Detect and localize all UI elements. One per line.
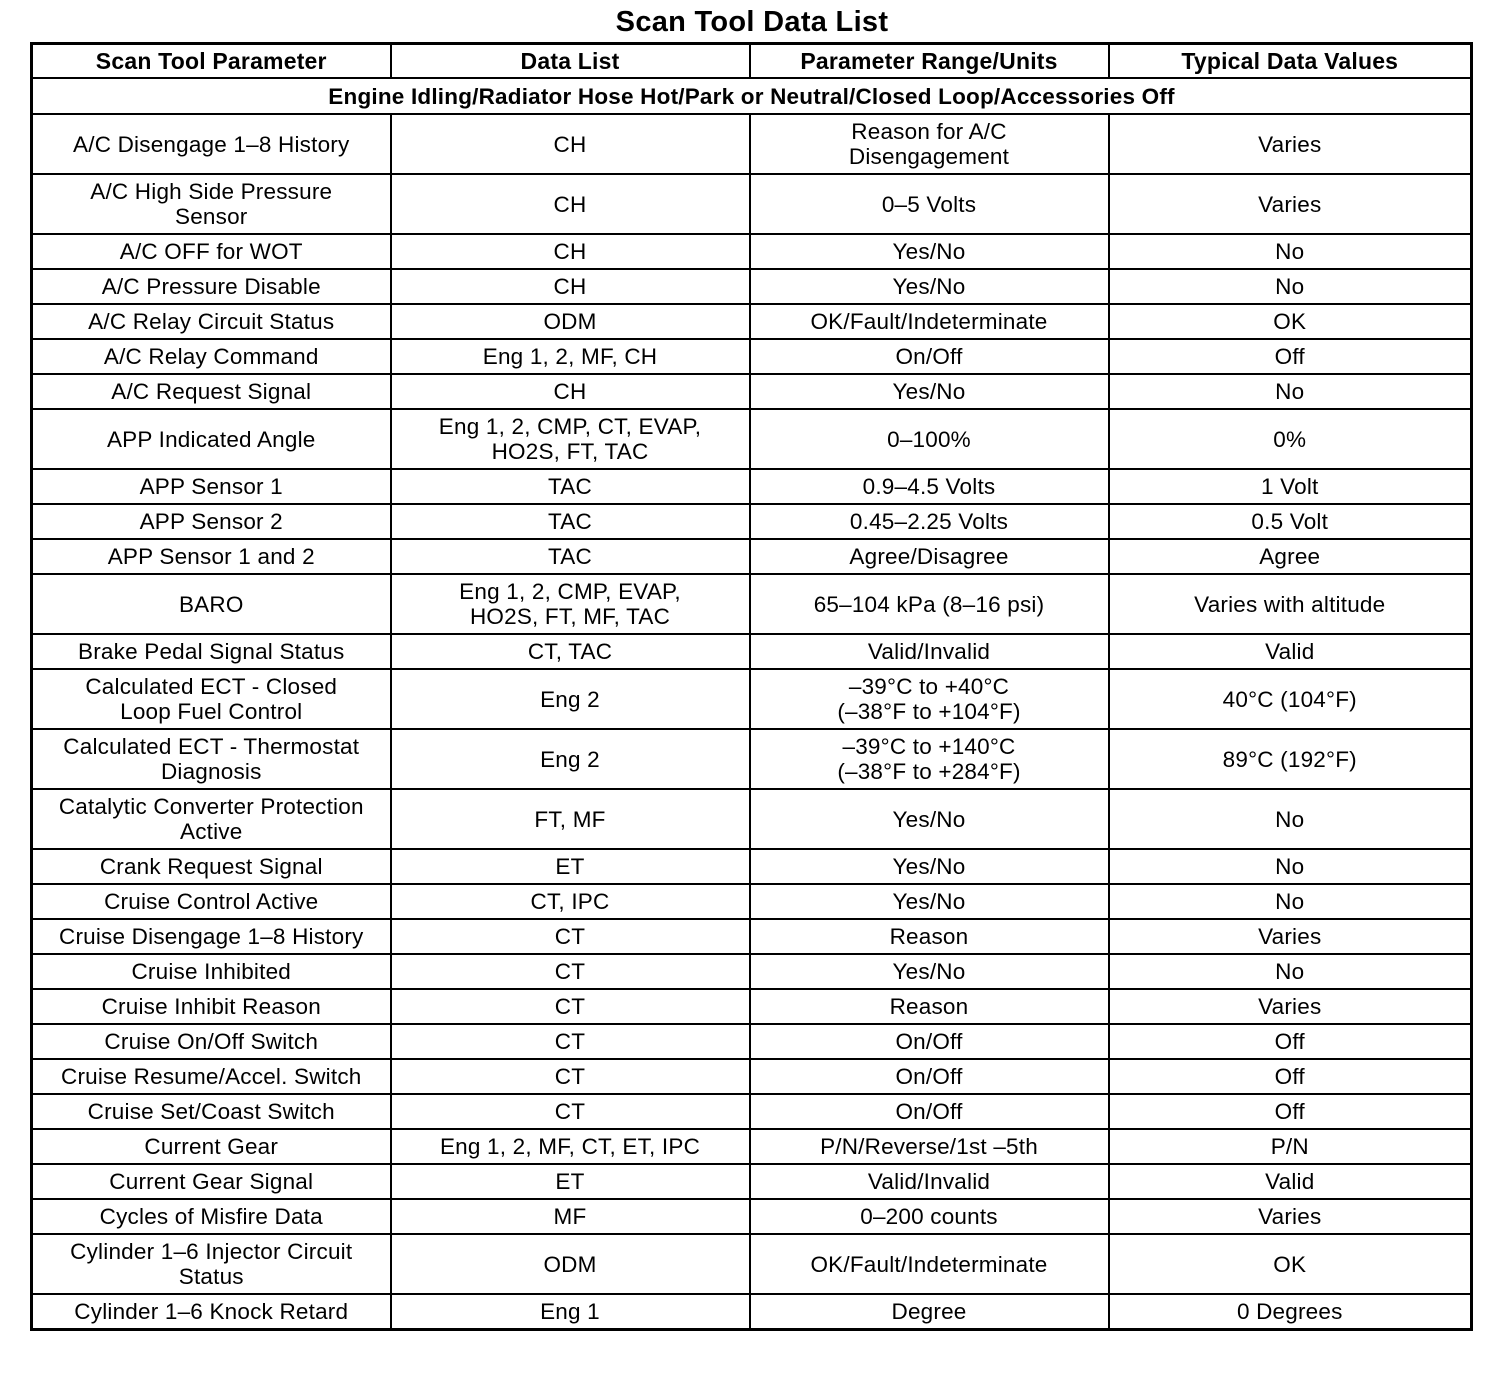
cell-data-list-line: CH bbox=[553, 131, 587, 157]
cell-data-list-line: CT bbox=[554, 1099, 586, 1124]
cell-range-units-line: Yes/No bbox=[892, 889, 966, 914]
cell-parameter-line: Brake Pedal Signal Status bbox=[78, 639, 345, 664]
cell-data-list-line: CT, IPC bbox=[530, 889, 610, 914]
table-row bbox=[32, 1199, 1472, 1234]
cell-range-units-line: Yes/No bbox=[892, 239, 966, 264]
cell-parameter bbox=[32, 1164, 391, 1199]
cell-parameter-line: Cruise Disengage 1–8 History bbox=[59, 924, 364, 949]
cell-parameter-line: Cruise Control Active bbox=[104, 889, 319, 914]
table-row bbox=[32, 1164, 1472, 1199]
cell-data-list-line: MF bbox=[553, 1204, 587, 1229]
cell-range-units bbox=[750, 1294, 1109, 1330]
table-row bbox=[32, 1094, 1472, 1129]
cell-typical-value bbox=[1109, 1129, 1472, 1164]
cell-range-units bbox=[750, 304, 1109, 339]
cell-range-units bbox=[750, 1024, 1109, 1059]
cell-typical-value bbox=[1109, 1094, 1472, 1129]
cell-parameter-line: Diagnosis bbox=[160, 759, 262, 784]
cell-data-list bbox=[391, 954, 750, 989]
cell-data-list-line: ODM bbox=[543, 309, 597, 334]
cell-data-list-line: CT bbox=[554, 994, 586, 1019]
cell-typical-value-line: Varies bbox=[1258, 131, 1322, 157]
cell-typical-value-line: No bbox=[1275, 854, 1305, 879]
cell-typical-value-line: No bbox=[1275, 959, 1305, 984]
column-header-range-units: Parameter Range/Units bbox=[750, 44, 1109, 79]
table-row bbox=[32, 1294, 1472, 1330]
cell-range-units bbox=[750, 989, 1109, 1024]
cell-range-units bbox=[750, 114, 1109, 174]
cell-range-units bbox=[750, 729, 1109, 789]
cell-parameter-line: Cylinder 1–6 Injector Circuit bbox=[70, 1239, 353, 1264]
cell-parameter-line: A/C Relay Command bbox=[103, 344, 319, 369]
cell-parameter-line: Calculated ECT - Thermostat bbox=[63, 734, 360, 759]
cell-data-list bbox=[391, 304, 750, 339]
cell-parameter-line: Catalytic Converter Protection bbox=[58, 794, 364, 819]
cell-typical-value bbox=[1109, 114, 1472, 174]
cell-typical-value bbox=[1109, 409, 1472, 469]
cell-range-units-line: Yes/No bbox=[892, 274, 966, 299]
cell-range-units-line: Valid/Invalid bbox=[867, 1169, 991, 1194]
cell-parameter-line: A/C Relay Circuit Status bbox=[88, 309, 335, 334]
cell-data-list bbox=[391, 849, 750, 884]
cell-data-list bbox=[391, 1199, 750, 1234]
cell-parameter-line: APP Sensor 1 and 2 bbox=[107, 544, 315, 569]
column-header-parameter: Scan Tool Parameter bbox=[32, 44, 391, 79]
cell-data-list bbox=[391, 269, 750, 304]
cell-data-list bbox=[391, 919, 750, 954]
cell-range-units-line: On/Off bbox=[895, 1064, 963, 1089]
cell-data-list-line: FT, MF bbox=[534, 806, 606, 832]
cell-typical-value bbox=[1109, 174, 1472, 234]
table-row bbox=[32, 304, 1472, 339]
cell-typical-value-line: Varies bbox=[1258, 191, 1322, 217]
cell-data-list-line: Eng 2 bbox=[540, 686, 600, 712]
cell-data-list-line: CH bbox=[553, 191, 587, 217]
table-row bbox=[32, 339, 1472, 374]
table-row bbox=[32, 1024, 1472, 1059]
cell-typical-value bbox=[1109, 234, 1472, 269]
cell-data-list bbox=[391, 574, 750, 634]
cell-typical-value bbox=[1109, 1294, 1472, 1330]
cell-parameter bbox=[32, 919, 391, 954]
table-row bbox=[32, 269, 1472, 304]
cell-range-units-line: 0–200 counts bbox=[860, 1204, 998, 1229]
cell-range-units bbox=[750, 409, 1109, 469]
cell-range-units-line: Reason for A/C bbox=[851, 119, 1007, 144]
cell-range-units-line: –39°C to +140°C bbox=[842, 734, 1016, 759]
cell-data-list-line: Eng 1, 2, MF, CH bbox=[482, 344, 658, 369]
cell-data-list-line: HO2S, FT, TAC bbox=[491, 439, 649, 464]
cell-range-units bbox=[750, 634, 1109, 669]
cell-typical-value bbox=[1109, 304, 1472, 339]
cell-range-units bbox=[750, 1094, 1109, 1129]
cell-range-units-line: 65–104 kPa (8–16 psi) bbox=[813, 591, 1045, 617]
cell-typical-value-line: Varies bbox=[1258, 994, 1322, 1019]
cell-parameter-line: Cruise Inhibited bbox=[131, 959, 292, 984]
cell-data-list bbox=[391, 634, 750, 669]
cell-parameter-line: APP Indicated Angle bbox=[106, 426, 316, 452]
table-row bbox=[32, 919, 1472, 954]
cell-range-units bbox=[750, 789, 1109, 849]
table-row bbox=[32, 634, 1472, 669]
cell-typical-value bbox=[1109, 469, 1472, 504]
cell-typical-value bbox=[1109, 374, 1472, 409]
cell-typical-value bbox=[1109, 1024, 1472, 1059]
cell-parameter-line: Current Gear bbox=[144, 1134, 279, 1159]
cell-parameter-line: A/C OFF for WOT bbox=[119, 239, 303, 264]
cell-typical-value-line: No bbox=[1275, 379, 1305, 404]
cell-typical-value bbox=[1109, 339, 1472, 374]
cell-parameter bbox=[32, 989, 391, 1024]
cell-range-units bbox=[750, 1059, 1109, 1094]
cell-range-units-line: OK/Fault/Indeterminate bbox=[810, 1251, 1048, 1277]
cell-typical-value-line: Agree bbox=[1259, 544, 1321, 569]
cell-parameter bbox=[32, 1129, 391, 1164]
cell-typical-value bbox=[1109, 504, 1472, 539]
cell-typical-value bbox=[1109, 1059, 1472, 1094]
column-header-data-list: Data List bbox=[391, 44, 750, 79]
cell-data-list bbox=[391, 884, 750, 919]
table-row bbox=[32, 669, 1472, 729]
cell-data-list-line: ET bbox=[555, 1169, 585, 1194]
cell-typical-value-line: Off bbox=[1274, 1029, 1305, 1054]
cell-data-list-line: TAC bbox=[548, 474, 592, 499]
cell-typical-value bbox=[1109, 539, 1472, 574]
cell-parameter-line: Cruise Set/Coast Switch bbox=[87, 1099, 335, 1124]
cell-data-list-line: Eng 1, 2, MF, CT, ET, IPC bbox=[439, 1134, 701, 1159]
table-row bbox=[32, 884, 1472, 919]
cell-parameter-line: Sensor bbox=[175, 204, 248, 229]
cell-typical-value-line: No bbox=[1275, 239, 1305, 264]
table-row bbox=[32, 409, 1472, 469]
cell-data-list bbox=[391, 1024, 750, 1059]
table-body bbox=[32, 78, 1472, 1330]
cell-range-units-line: Degree bbox=[891, 1299, 967, 1324]
cell-parameter-line: BARO bbox=[178, 591, 244, 617]
cell-data-list bbox=[391, 989, 750, 1024]
cell-data-list bbox=[391, 539, 750, 574]
cell-parameter bbox=[32, 409, 391, 469]
cell-parameter-line: A/C Pressure Disable bbox=[101, 274, 321, 299]
cell-typical-value-line: 0% bbox=[1273, 426, 1307, 452]
cell-typical-value-line: 89°C (192°F) bbox=[1222, 746, 1357, 772]
table-row bbox=[32, 1059, 1472, 1094]
cell-typical-value-line: Valid bbox=[1265, 1169, 1315, 1194]
cell-data-list bbox=[391, 1294, 750, 1330]
cell-data-list bbox=[391, 669, 750, 729]
cell-range-units bbox=[750, 374, 1109, 409]
cell-data-list-line: ET bbox=[555, 854, 585, 879]
cell-typical-value bbox=[1109, 1199, 1472, 1234]
cell-typical-value-line: 0.5 Volt bbox=[1251, 509, 1329, 534]
cell-data-list-line: ODM bbox=[543, 1251, 597, 1277]
cell-parameter-line: Cruise On/Off Switch bbox=[104, 1029, 319, 1054]
cell-parameter bbox=[32, 174, 391, 234]
cell-range-units bbox=[750, 669, 1109, 729]
cell-range-units bbox=[750, 849, 1109, 884]
cell-parameter-line: Loop Fuel Control bbox=[120, 699, 303, 724]
cell-range-units bbox=[750, 919, 1109, 954]
cell-data-list bbox=[391, 1129, 750, 1164]
cell-data-list bbox=[391, 469, 750, 504]
cell-typical-value-line: OK bbox=[1273, 1251, 1307, 1277]
table-row bbox=[32, 174, 1472, 234]
cell-range-units-line: OK/Fault/Indeterminate bbox=[810, 309, 1048, 334]
table-row bbox=[32, 574, 1472, 634]
cell-parameter bbox=[32, 374, 391, 409]
cell-parameter-line: Calculated ECT - Closed bbox=[85, 674, 338, 699]
cell-typical-value bbox=[1109, 574, 1472, 634]
cell-typical-value bbox=[1109, 634, 1472, 669]
cell-parameter bbox=[32, 1234, 391, 1294]
section-row bbox=[32, 78, 1472, 114]
cell-range-units bbox=[750, 539, 1109, 574]
cell-parameter bbox=[32, 954, 391, 989]
table-row bbox=[32, 729, 1472, 789]
cell-typical-value-line: No bbox=[1275, 806, 1305, 832]
cell-typical-value bbox=[1109, 884, 1472, 919]
cell-parameter bbox=[32, 574, 391, 634]
cell-data-list-line: CH bbox=[553, 379, 587, 404]
table-row bbox=[32, 849, 1472, 884]
cell-range-units bbox=[750, 174, 1109, 234]
cell-range-units bbox=[750, 339, 1109, 374]
cell-parameter bbox=[32, 234, 391, 269]
cell-range-units-line: On/Off bbox=[895, 1029, 963, 1054]
cell-typical-value-line: Varies bbox=[1258, 1204, 1322, 1229]
cell-range-units-line: Disengagement bbox=[848, 144, 1010, 169]
cell-typical-value-line: 0 Degrees bbox=[1236, 1299, 1343, 1324]
cell-range-units-line: On/Off bbox=[895, 1099, 963, 1124]
cell-range-units-line: Yes/No bbox=[892, 959, 966, 984]
cell-typical-value-line: Varies bbox=[1258, 924, 1322, 949]
cell-parameter bbox=[32, 339, 391, 374]
cell-parameter bbox=[32, 1199, 391, 1234]
cell-typical-value bbox=[1109, 789, 1472, 849]
cell-typical-value-line: Valid bbox=[1265, 639, 1315, 664]
table-row bbox=[32, 114, 1472, 174]
cell-data-list bbox=[391, 114, 750, 174]
cell-data-list bbox=[391, 504, 750, 539]
table-row bbox=[32, 234, 1472, 269]
cell-data-list bbox=[391, 1234, 750, 1294]
cell-parameter-line: Cycles of Misfire Data bbox=[99, 1204, 323, 1229]
cell-typical-value bbox=[1109, 1234, 1472, 1294]
cell-range-units-line: 0.45–2.25 Volts bbox=[849, 509, 1009, 534]
cell-parameter bbox=[32, 539, 391, 574]
cell-typical-value bbox=[1109, 669, 1472, 729]
column-header-typical-values: Typical Data Values bbox=[1109, 44, 1472, 79]
table-row bbox=[32, 789, 1472, 849]
cell-data-list-line: Eng 1 bbox=[540, 1299, 600, 1324]
cell-data-list-line: Eng 1, 2, CMP, CT, EVAP, bbox=[438, 414, 702, 439]
cell-data-list bbox=[391, 234, 750, 269]
table-row bbox=[32, 504, 1472, 539]
cell-data-list-line: CT bbox=[554, 959, 586, 984]
cell-range-units bbox=[750, 884, 1109, 919]
cell-range-units bbox=[750, 574, 1109, 634]
cell-data-list-line: CT, TAC bbox=[527, 639, 613, 664]
cell-parameter-line: Cylinder 1–6 Knock Retard bbox=[74, 1299, 349, 1324]
cell-range-units bbox=[750, 1164, 1109, 1199]
cell-parameter bbox=[32, 669, 391, 729]
table-row bbox=[32, 469, 1472, 504]
cell-typical-value bbox=[1109, 919, 1472, 954]
cell-range-units bbox=[750, 1129, 1109, 1164]
cell-typical-value bbox=[1109, 954, 1472, 989]
cell-parameter-line: A/C Request Signal bbox=[111, 379, 312, 404]
cell-parameter bbox=[32, 304, 391, 339]
cell-typical-value-line: Off bbox=[1274, 1064, 1305, 1089]
cell-parameter-line: Cruise Inhibit Reason bbox=[101, 994, 321, 1019]
cell-typical-value bbox=[1109, 269, 1472, 304]
cell-typical-value-line: OK bbox=[1273, 309, 1307, 334]
cell-parameter-line: Cruise Resume/Accel. Switch bbox=[61, 1064, 362, 1089]
cell-parameter bbox=[32, 634, 391, 669]
cell-typical-value-line: Varies with altitude bbox=[1194, 591, 1386, 617]
cell-typical-value-line: 40°C (104°F) bbox=[1222, 686, 1357, 712]
cell-range-units-line: 0.9–4.5 Volts bbox=[862, 474, 996, 499]
cell-parameter bbox=[32, 1024, 391, 1059]
cell-typical-value-line: 1 Volt bbox=[1261, 474, 1319, 499]
cell-parameter bbox=[32, 1059, 391, 1094]
cell-parameter bbox=[32, 1294, 391, 1330]
table-row bbox=[32, 954, 1472, 989]
cell-range-units-line: 0–100% bbox=[887, 426, 971, 452]
cell-parameter bbox=[32, 469, 391, 504]
cell-range-units-line: Reason bbox=[889, 994, 969, 1019]
cell-typical-value-line: Off bbox=[1274, 344, 1305, 369]
cell-range-units bbox=[750, 1234, 1109, 1294]
table-row bbox=[32, 539, 1472, 574]
cell-data-list-line: HO2S, FT, MF, TAC bbox=[469, 604, 671, 629]
cell-range-units bbox=[750, 1199, 1109, 1234]
cell-range-units-line: (–38°F to +104°F) bbox=[837, 699, 1021, 724]
cell-data-list-line: CH bbox=[553, 274, 587, 299]
table-row bbox=[32, 1234, 1472, 1294]
cell-data-list bbox=[391, 789, 750, 849]
cell-parameter-line: Crank Request Signal bbox=[99, 854, 323, 879]
cell-data-list-line: CT bbox=[554, 1029, 586, 1054]
cell-range-units-line: (–38°F to +284°F) bbox=[837, 759, 1021, 784]
page-title: Scan Tool Data List bbox=[615, 6, 889, 38]
cell-typical-value bbox=[1109, 849, 1472, 884]
cell-range-units bbox=[750, 954, 1109, 989]
cell-data-list-line: CH bbox=[553, 239, 587, 264]
cell-data-list-line: Eng 2 bbox=[540, 746, 600, 772]
cell-typical-value-line: P/N bbox=[1270, 1134, 1309, 1159]
cell-range-units bbox=[750, 469, 1109, 504]
cell-parameter-line: Active bbox=[180, 819, 243, 844]
cell-data-list bbox=[391, 409, 750, 469]
cell-parameter-line: APP Sensor 2 bbox=[139, 509, 283, 534]
cell-data-list-line: TAC bbox=[548, 509, 592, 534]
cell-parameter-line: A/C High Side Pressure bbox=[90, 179, 333, 204]
cell-data-list-line: TAC bbox=[548, 544, 592, 569]
cell-range-units-line: Yes/No bbox=[892, 854, 966, 879]
cell-parameter-line: A/C Disengage 1–8 History bbox=[73, 131, 350, 157]
cell-range-units-line: –39°C to +40°C bbox=[848, 674, 1010, 699]
cell-data-list bbox=[391, 1059, 750, 1094]
cell-range-units-line: P/N/Reverse/1st –5th bbox=[820, 1134, 1038, 1159]
cell-parameter bbox=[32, 1094, 391, 1129]
scan-tool-data-table bbox=[30, 42, 1473, 1331]
cell-parameter bbox=[32, 789, 391, 849]
cell-range-units bbox=[750, 234, 1109, 269]
cell-data-list bbox=[391, 1094, 750, 1129]
cell-range-units-line: 0–5 Volts bbox=[881, 191, 977, 217]
table-row bbox=[32, 989, 1472, 1024]
cell-range-units-line: Agree/Disagree bbox=[849, 544, 1009, 569]
cell-parameter-line: Current Gear Signal bbox=[109, 1169, 314, 1194]
cell-typical-value bbox=[1109, 729, 1472, 789]
cell-parameter bbox=[32, 269, 391, 304]
cell-data-list bbox=[391, 174, 750, 234]
header-row bbox=[32, 44, 1472, 79]
cell-typical-value bbox=[1109, 1164, 1472, 1199]
cell-data-list bbox=[391, 729, 750, 789]
table-row bbox=[32, 1129, 1472, 1164]
cell-data-list bbox=[391, 1164, 750, 1199]
cell-range-units bbox=[750, 504, 1109, 539]
cell-data-list-line: Eng 1, 2, CMP, EVAP, bbox=[459, 579, 681, 604]
cell-typical-value-line: Off bbox=[1274, 1099, 1305, 1124]
cell-parameter bbox=[32, 504, 391, 539]
section-heading: Engine Idling/Radiator Hose Hot/Park or Neutral/Closed Loop/Accessories Off bbox=[32, 78, 1472, 114]
cell-range-units bbox=[750, 269, 1109, 304]
cell-data-list bbox=[391, 374, 750, 409]
cell-typical-value bbox=[1109, 989, 1472, 1024]
cell-range-units-line: Reason bbox=[889, 924, 969, 949]
cell-typical-value-line: No bbox=[1275, 889, 1305, 914]
cell-range-units-line: Yes/No bbox=[892, 806, 966, 832]
cell-parameter-line: APP Sensor 1 bbox=[139, 474, 283, 499]
cell-parameter bbox=[32, 884, 391, 919]
cell-range-units-line: Valid/Invalid bbox=[867, 639, 991, 664]
cell-parameter bbox=[32, 114, 391, 174]
cell-parameter-line: Status bbox=[178, 1264, 244, 1289]
cell-data-list-line: CT bbox=[554, 924, 586, 949]
cell-data-list bbox=[391, 339, 750, 374]
cell-parameter bbox=[32, 729, 391, 789]
cell-range-units-line: On/Off bbox=[895, 344, 963, 369]
cell-typical-value-line: No bbox=[1275, 274, 1305, 299]
cell-parameter bbox=[32, 849, 391, 884]
table-row bbox=[32, 374, 1472, 409]
cell-data-list-line: CT bbox=[554, 1064, 586, 1089]
cell-range-units-line: Yes/No bbox=[892, 379, 966, 404]
